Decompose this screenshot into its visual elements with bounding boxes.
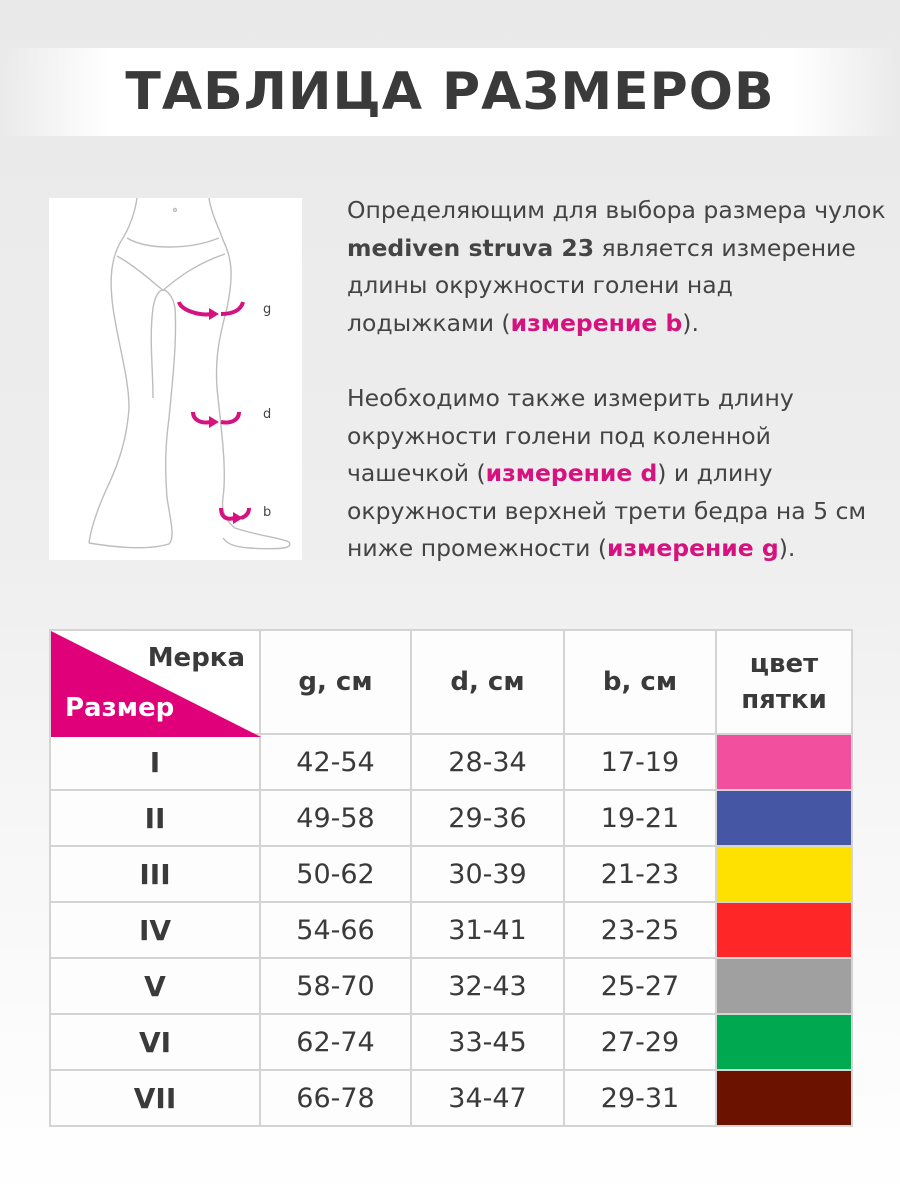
heel-color-swatch (717, 903, 851, 957)
size-table (49, 629, 853, 1127)
size-cell: IV (50, 902, 260, 958)
b-cell: 27-29 (564, 1014, 716, 1070)
table-row (50, 1070, 852, 1126)
highlight-measure-d: измерение d (485, 459, 658, 488)
g-cell: 58-70 (260, 958, 411, 1014)
heel-color-swatch (717, 1015, 851, 1069)
d-cell: 28-34 (411, 734, 564, 790)
g-cell: 50-62 (260, 846, 411, 902)
table-row (50, 846, 852, 902)
b-cell: 23-25 (564, 902, 716, 958)
table-row (50, 790, 852, 846)
leg-outline (89, 198, 290, 549)
g-cell: 62-74 (260, 1014, 411, 1070)
heel-color-cell (716, 790, 852, 846)
g-cell: 54-66 (260, 902, 411, 958)
heel-color-cell (716, 734, 852, 790)
description-paragraph-1: Определяющим для выбора размера чулок mediven struva 23 является измерение длины окружности голени над лодыжками (измерение b). (347, 196, 886, 337)
d-cell: 34-47 (411, 1070, 564, 1126)
b-cell: 25-27 (564, 958, 716, 1014)
d-cell: 29-36 (411, 790, 564, 846)
measurement-bands (179, 302, 249, 519)
table-row (50, 1014, 852, 1070)
table-header-row (50, 630, 852, 734)
leg-measurement-figure (49, 198, 302, 560)
table-corner-cell (50, 630, 260, 734)
description (347, 192, 887, 568)
column-header-g: g, см (260, 630, 411, 734)
title-band (0, 48, 900, 136)
g-cell: 42-54 (260, 734, 411, 790)
brand-name: mediven struva 23 (347, 233, 595, 262)
size-cell: VI (50, 1014, 260, 1070)
heel-color-swatch (717, 1071, 851, 1125)
table-row (50, 902, 852, 958)
heel-color-swatch (717, 847, 851, 901)
size-cell: VII (50, 1070, 260, 1126)
d-cell: 33-45 (411, 1014, 564, 1070)
figure-label-d: d (263, 407, 272, 422)
column-header-b: b, см (564, 630, 716, 734)
size-cell: I (50, 734, 260, 790)
table-row (50, 734, 852, 790)
heel-color-cell (716, 1070, 852, 1126)
size-cell: III (50, 846, 260, 902)
size-cell: V (50, 958, 260, 1014)
d-cell: 31-41 (411, 902, 564, 958)
column-header-heel-color: цвет пятки (716, 630, 852, 734)
column-header-d: d, см (411, 630, 564, 734)
heel-color-cell (716, 1014, 852, 1070)
d-cell: 32-43 (411, 958, 564, 1014)
g-cell: 49-58 (260, 790, 411, 846)
heel-color-cell (716, 902, 852, 958)
highlight-measure-b: измерение b (510, 308, 683, 337)
b-cell: 19-21 (564, 790, 716, 846)
size-cell: II (50, 790, 260, 846)
heel-color-swatch (717, 735, 851, 789)
description-paragraph-2: Необходимо также измерить длину окружности голени под коленной чашечкой (измерение d) и длину окружности верхней трети бедра на 5 см ниже промежности (измерение g). (347, 383, 867, 563)
corner-label-razmer: Размер (65, 693, 175, 723)
table-row (50, 958, 852, 1014)
b-cell: 29-31 (564, 1070, 716, 1126)
heel-color-cell (716, 846, 852, 902)
highlight-measure-g: измерение g (607, 534, 779, 563)
heel-color-swatch (717, 959, 851, 1013)
figure-label-g: g (263, 302, 272, 317)
heel-color-cell (716, 958, 852, 1014)
page-title: ТАБЛИЦА РАЗМЕРОВ (125, 62, 775, 122)
heel-color-swatch (717, 791, 851, 845)
b-cell: 21-23 (564, 846, 716, 902)
b-cell: 17-19 (564, 734, 716, 790)
g-cell: 66-78 (260, 1070, 411, 1126)
d-cell: 30-39 (411, 846, 564, 902)
corner-label-merka: Мерка (147, 643, 245, 673)
figure-label-b: b (263, 505, 272, 520)
